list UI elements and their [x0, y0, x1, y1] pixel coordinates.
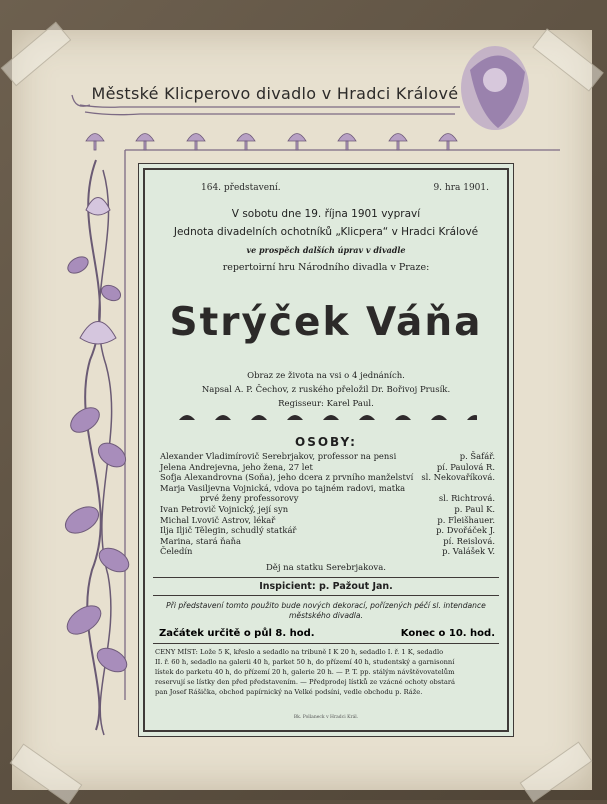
actor-name: p. Šafář.: [459, 451, 495, 461]
role-name: Alexander Vladimírovič Serebrjakov, professor na pensi: [160, 451, 397, 461]
role-name: prvé ženy professorovy: [200, 493, 299, 504]
price-line: CENY MÍST: Lože 5 K, křeslo a sedadlo na tribuně I K 20 h, sedadlo I. ř. 1 K, sedadlo: [155, 648, 444, 656]
inspector-line: Inspicient: p. Pažout Jan.: [259, 581, 393, 592]
setting-line: Děj na statku Serebrjakova.: [265, 563, 386, 573]
performance-number: 164. představení.: [201, 183, 281, 193]
cast-row: [160, 536, 495, 547]
cast-row: [160, 483, 495, 494]
role-name: Jelena Andrejevna, jeho žena, 27 let: [160, 461, 313, 472]
divider: [153, 577, 499, 578]
role-name: Marja Vasiljevna Vojnická, vdova po tajném radovi, matka: [160, 482, 406, 493]
actor-name: p. Paul K.: [454, 503, 495, 514]
cast-row: [160, 493, 495, 504]
cast-row: [160, 472, 495, 483]
price-line: lístek do parketu 40 h, do přízemí 20 h, galerie 20 h. — P. T. pp. stálým návštěvovatelům: [155, 668, 455, 676]
actor-name: p. Fleišhauer.: [437, 514, 495, 525]
repertoire-line: repertoirní hru Národního divadla v Praze:: [222, 262, 430, 273]
end-time: Konec o 10. hod.: [400, 628, 495, 639]
cast-row: [160, 525, 495, 536]
divider: [153, 595, 499, 596]
price-list: [155, 647, 499, 697]
actor-name: sl. Nekovaříková.: [421, 472, 495, 483]
price-line: pan Josef Rášička, obchod papírnický na Velké podsíni, vedle obchodu p. Ráže.: [155, 688, 423, 696]
role-name: Sofja Alexandrovna (Soňa), jeho dcera z prvního manželství: [160, 472, 414, 483]
price-line: II. ř. 60 h, sedadlo na galerii 40 h, parket 50 h, do přízemí 40 h, studentský a garnisonní: [155, 658, 455, 666]
printer-note: Bk. Pollaneck v Hradci Král.: [293, 715, 359, 720]
poster-panel: [143, 168, 509, 732]
society-line: Jednota divadelních ochotníků „Klicpera“ v Hradci Králové: [173, 226, 479, 238]
cast-row: [160, 451, 495, 462]
role-name: Čeledín: [160, 546, 193, 557]
role-name: Ilja Iljič Tělegin, schudlý statkář: [160, 525, 297, 536]
role-name: Ivan Petrovič Vojnický, její syn: [160, 503, 289, 514]
actor-name: p. Valášek V.: [442, 546, 495, 557]
actor-name: sl. Richtrová.: [438, 493, 495, 504]
divider: [153, 643, 499, 644]
play-subtitle: Obraz ze života na vsi o 4 jednáních.: [247, 371, 405, 381]
cast-row: [160, 546, 495, 557]
actor-name: pí. Reislová.: [443, 535, 495, 546]
cast-row: [160, 515, 495, 526]
director-line: Regisseur: Karel Paul.: [278, 399, 374, 409]
cast-list: [160, 451, 495, 557]
play-title: Strýček Váňa: [169, 300, 483, 345]
theatre-name: Městské Klicperovo divadlo v Hradci Králové: [91, 84, 459, 103]
cast-row: [160, 504, 495, 515]
play-number: 9. hra 1901.: [433, 183, 489, 193]
price-line: reservují se lístky den před představením. — Předprodej lístků ze vzácné ochoty obstará: [155, 678, 456, 686]
role-name: Marina, stará ňaňa: [160, 535, 242, 546]
start-time: Začátek určitě o půl 8. hod.: [159, 628, 315, 639]
cast-row: [160, 462, 495, 473]
author-line: Napsal A. P. Čechov, z ruského přeložil Dr. Bořivoj Prusík.: [201, 385, 451, 395]
decor-note-line-2: městského divadla.: [289, 611, 363, 620]
actor-name: pí. Paulová R.: [436, 461, 495, 472]
date-line: V sobotu dne 19. října 1901 vypraví: [231, 208, 421, 220]
actor-name: p. Dvořáček J.: [436, 525, 495, 536]
role-name: Michal Lvovič Astrov, lékař: [160, 514, 276, 525]
cast-heading: OSOBY:: [295, 435, 357, 449]
ornament-row: [177, 410, 477, 424]
decor-note-line-1: Při představení tomto použito bude nových dekorací, pořízených péčí sl. intendance: [166, 601, 486, 610]
benefit-line: ve prospěch dalších úprav v divadle: [246, 245, 406, 255]
